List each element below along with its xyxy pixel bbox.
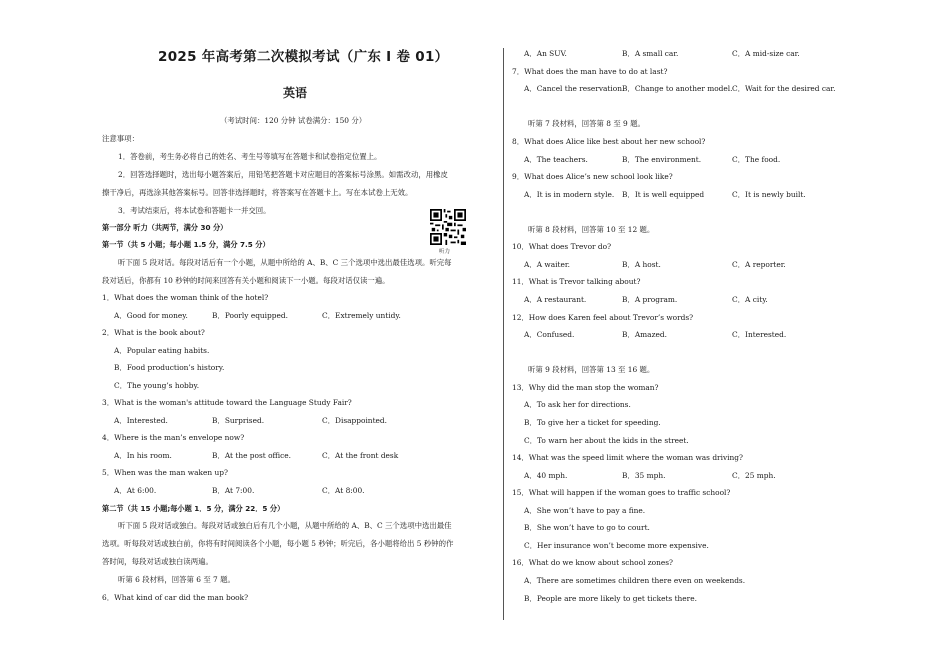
question-stem: 14．What was the speed limit where the woman was driving? (512, 453, 743, 462)
option-a: A．Confused. (524, 330, 575, 339)
exam-title: 2025 年高考第二次模拟考试（广东 I 卷 01） (158, 49, 449, 65)
group-9-label: 听第 9 段材料，回答第 13 至 16 题。 (528, 365, 655, 374)
section2-instructions-2: 选项。听每段对话或独白前，你将有时间阅读各个小题，每小题 5 秒钟；听完后，各小题将给出 5 秒钟的作 (102, 539, 454, 548)
option-c: C．25 mph. (732, 471, 776, 480)
option-b: B．Surprised. (212, 416, 265, 425)
option-c: C．At the front desk (322, 451, 399, 460)
question-stem: 9．What does Alice’s new school look like? (512, 172, 673, 181)
option-c: C．Extremely untidy. (322, 311, 401, 320)
option-b: B．She won’t have to go to court. (524, 523, 650, 532)
option-b: B．35 mph. (622, 471, 666, 480)
option-b: B．Change to another model. (622, 84, 733, 93)
option-a: A．An SUV. (524, 49, 567, 58)
question-stem: 7．What does the man have to do at last? (512, 67, 668, 76)
option-c: C．A city. (732, 295, 768, 304)
note-1: 1．答卷前，考生务必将自己的姓名、考生号等填写在答题卡和试卷指定位置上。 (118, 152, 382, 161)
option-b: B．A program. (622, 295, 678, 304)
group-8-label: 听第 8 段材料，回答第 10 至 12 题。 (528, 225, 655, 234)
option-c: C．The young’s hobby. (114, 381, 200, 390)
option-c: C．The food. (732, 155, 781, 164)
group-6-label: 听第 6 段材料，回答第 6 至 7 题。 (118, 575, 235, 584)
question-stem: 5．When was the man waken up? (102, 468, 228, 477)
question-stem: 8．What does Alice like best about her new school? (512, 137, 706, 146)
option-c: C．It is newly built. (732, 190, 806, 199)
option-a: A．40 mph. (524, 471, 568, 480)
column-divider (503, 48, 504, 620)
question-stem: 3．What is the woman's attitude toward the Language Study Fair? (102, 398, 352, 407)
question-stem: 10．What does Trevor do? (512, 242, 612, 251)
option-b: B．At 7:00. (212, 486, 255, 495)
option-a: A．A waiter. (524, 260, 570, 269)
question-stem: 6．What kind of car did the man book? (102, 593, 249, 602)
section1-instructions-1: 听下面 5 段对话。每段对话后有一个小题，从题中所给的 A、B、C 三个选项中选出最佳选项。听完每 (118, 258, 452, 267)
option-b: B．It is well equipped (622, 190, 705, 199)
option-c: C．A reporter. (732, 260, 786, 269)
question-stem: 11．What is Trevor talking about? (512, 277, 641, 286)
option-a: A．At 6:00. (114, 486, 157, 495)
question-stem: 16．What do we know about school zones? (512, 558, 674, 567)
option-c: C．Disappointed. (322, 416, 387, 425)
option-b: B．A host. (622, 260, 661, 269)
option-c: C．Wait for the desired car. (732, 84, 836, 93)
subject-title: 英语 (283, 86, 308, 100)
right-column (510, 0, 890, 672)
section2-instructions-3: 答时间，每段对话或独白读两遍。 (102, 557, 213, 566)
question-stem: 13．Why did the man stop the woman? (512, 383, 659, 392)
section2-instructions-1: 听下面 5 段对话或独白。每段对话或独白后有几个小题，从题中所给的 A、B、C 三个选项中选出最佳 (118, 521, 452, 530)
option-c: C．At 8:00. (322, 486, 365, 495)
option-a: A．Interested. (114, 416, 168, 425)
option-a: A．It is in modern style. (524, 190, 615, 199)
option-b: B．The environment. (622, 155, 702, 164)
note-2: 2．回答选择题时，选出每小题答案后，用铅笔把答题卡对应题目的答案标号涂黑。如需改动，用橡皮 (118, 170, 448, 179)
question-stem: 2．What is the book about? (102, 328, 205, 337)
option-b: B．People are more likely to get tickets there. (524, 594, 697, 603)
notes-heading: 注意事项： (102, 134, 139, 143)
part1-heading: 第一部分 听力（共两节，满分 30 分） (102, 223, 228, 232)
section1-instructions-2: 段对话后，你都有 10 秒钟的时间来回答有关小题和阅读下一小题。每段对话仅读一遍。 (102, 276, 390, 285)
option-a: A．She won’t have to pay a fine. (524, 506, 646, 515)
option-b: B．At the post office. (212, 451, 292, 460)
option-a: A．The teachers. (524, 155, 588, 164)
question-stem: 1．What does the woman think of the hotel? (102, 293, 269, 302)
option-a: A．A restaurant. (524, 295, 587, 304)
question-stem: 12．How does Karen feel about Trevor’s words? (512, 313, 694, 322)
option-b: B．To give her a ticket for speeding. (524, 418, 661, 427)
option-a: A．In his room. (114, 451, 172, 460)
section1-heading: 第一节（共 5 小题；每小题 1.5 分，满分 7.5 分） (102, 240, 270, 249)
option-c: C．Her insurance won’t become more expensive. (524, 541, 709, 550)
option-a: A．There are sometimes children there even on weekends. (524, 576, 746, 585)
option-b: B．Amazed. (622, 330, 667, 339)
option-b: B．A small car. (622, 49, 679, 58)
option-c: C．Interested. (732, 330, 787, 339)
qr-label: 听力 (439, 249, 451, 255)
option-b: B．Food production’s history. (114, 363, 225, 372)
qr-code-icon (428, 209, 468, 245)
option-a: A．Good for money. (114, 311, 188, 320)
left-column (100, 0, 500, 672)
option-a: A．Popular eating habits. (114, 346, 210, 355)
note-3: 3．考试结束后，将本试卷和答题卡一并交回。 (118, 206, 271, 215)
exam-info: （考试时间：120 分钟 试卷满分：150 分） (220, 116, 367, 125)
section2-heading: 第二节（共 15 小题;每小题 1．5 分，满分 22．5 分） (102, 504, 285, 513)
option-c: C．To warn her about the kids in the street. (524, 436, 689, 445)
note-2-cont: 擦干净后，再选涂其他答案标号。回答非选择题时，将答案写在答题卡上。写在本试卷上无效。 (102, 188, 413, 197)
question-stem: 4．Where is the man’s envelope now? (102, 433, 245, 442)
option-b: B．Poorly equipped. (212, 311, 288, 320)
option-c: C．A mid-size car. (732, 49, 800, 58)
group-7-label: 听第 7 段材料，回答第 8 至 9 题。 (528, 119, 645, 128)
option-a: A．Cancel the reservation. (524, 84, 625, 93)
question-stem: 15．What will happen if the woman goes to traffic school? (512, 488, 731, 497)
option-a: A．To ask her for directions. (524, 400, 631, 409)
